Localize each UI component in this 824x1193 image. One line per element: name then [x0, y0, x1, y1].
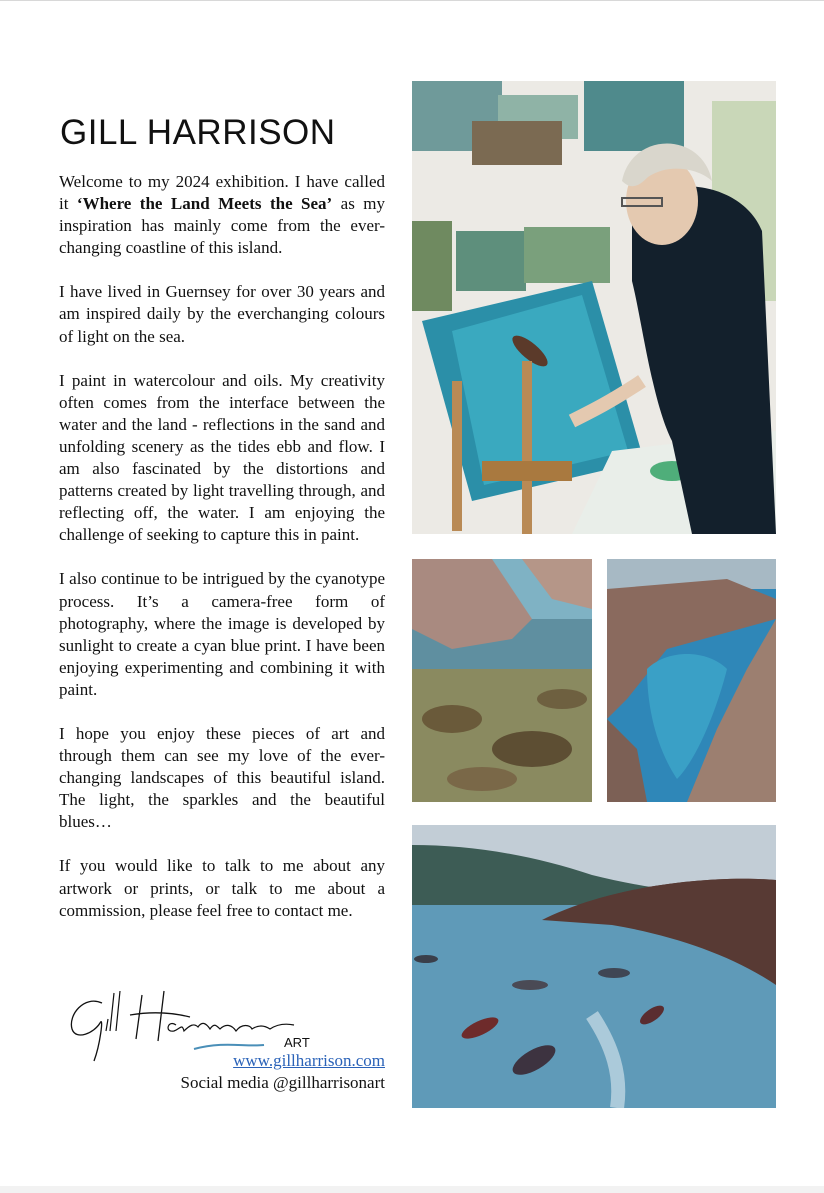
- page-title: GILL HARRISON: [60, 113, 336, 152]
- painting-rock-gully: [607, 559, 776, 802]
- intro-before: Welcome to my 2024 exhibition. I have called it: [59, 172, 385, 214]
- signature-art-label: ART: [284, 1035, 310, 1050]
- social-media-handle: Social media @gillharrisonart: [180, 1073, 385, 1092]
- intro-paragraph: [59, 171, 385, 259]
- paragraph-cyanotype: I also continue to be intrigued by the cyanotype process. It’s a camera-free form of photography, where the image is developed by sunlight to create a cyan blue print. I have been enjoying experimenting and combining it with paint.: [59, 569, 385, 699]
- paragraph-enjoy: I hope you enjoy these pieces of art and through them can see my love of the ever-changing landscapes of this beautiful island. The light, the sparkles and the beautiful blues…: [59, 723, 385, 832]
- paragraph-contact: If you would like to talk to me about any artwork or prints, or talk to me about a commission, please feel free to contact me.: [59, 856, 385, 920]
- paragraph-media: I paint in watercolour and oils. My creativity often comes from the interface between the water and the land - reflections in the sand and unfolding scenery as the tides ebb and flow. I am also fascinated by the distortions and patterns created by light travelling through, and reflecting off, the water. I am enjoying the challenge of seeking to capture this in paint.: [59, 370, 385, 545]
- painting-rocky-shallows: [412, 559, 592, 802]
- top-divider: [0, 0, 824, 1]
- website-link[interactable]: www.gillharrison.com: [233, 1051, 385, 1070]
- paragraph-guernsey: I have lived in Guernsey for over 30 years and am inspired daily by the everchanging colours of light on the sea.: [59, 282, 385, 346]
- exhibition-title: ‘Where the Land Meets the Sea’: [76, 194, 333, 214]
- body-text: [59, 171, 385, 944]
- artist-painting-photo: [412, 81, 776, 534]
- intro-after: as my inspiration has mainly come from the ever-changing coastline of this island.: [59, 194, 386, 258]
- painting-bay-boats: [412, 825, 776, 1108]
- bottom-band: [0, 1186, 824, 1193]
